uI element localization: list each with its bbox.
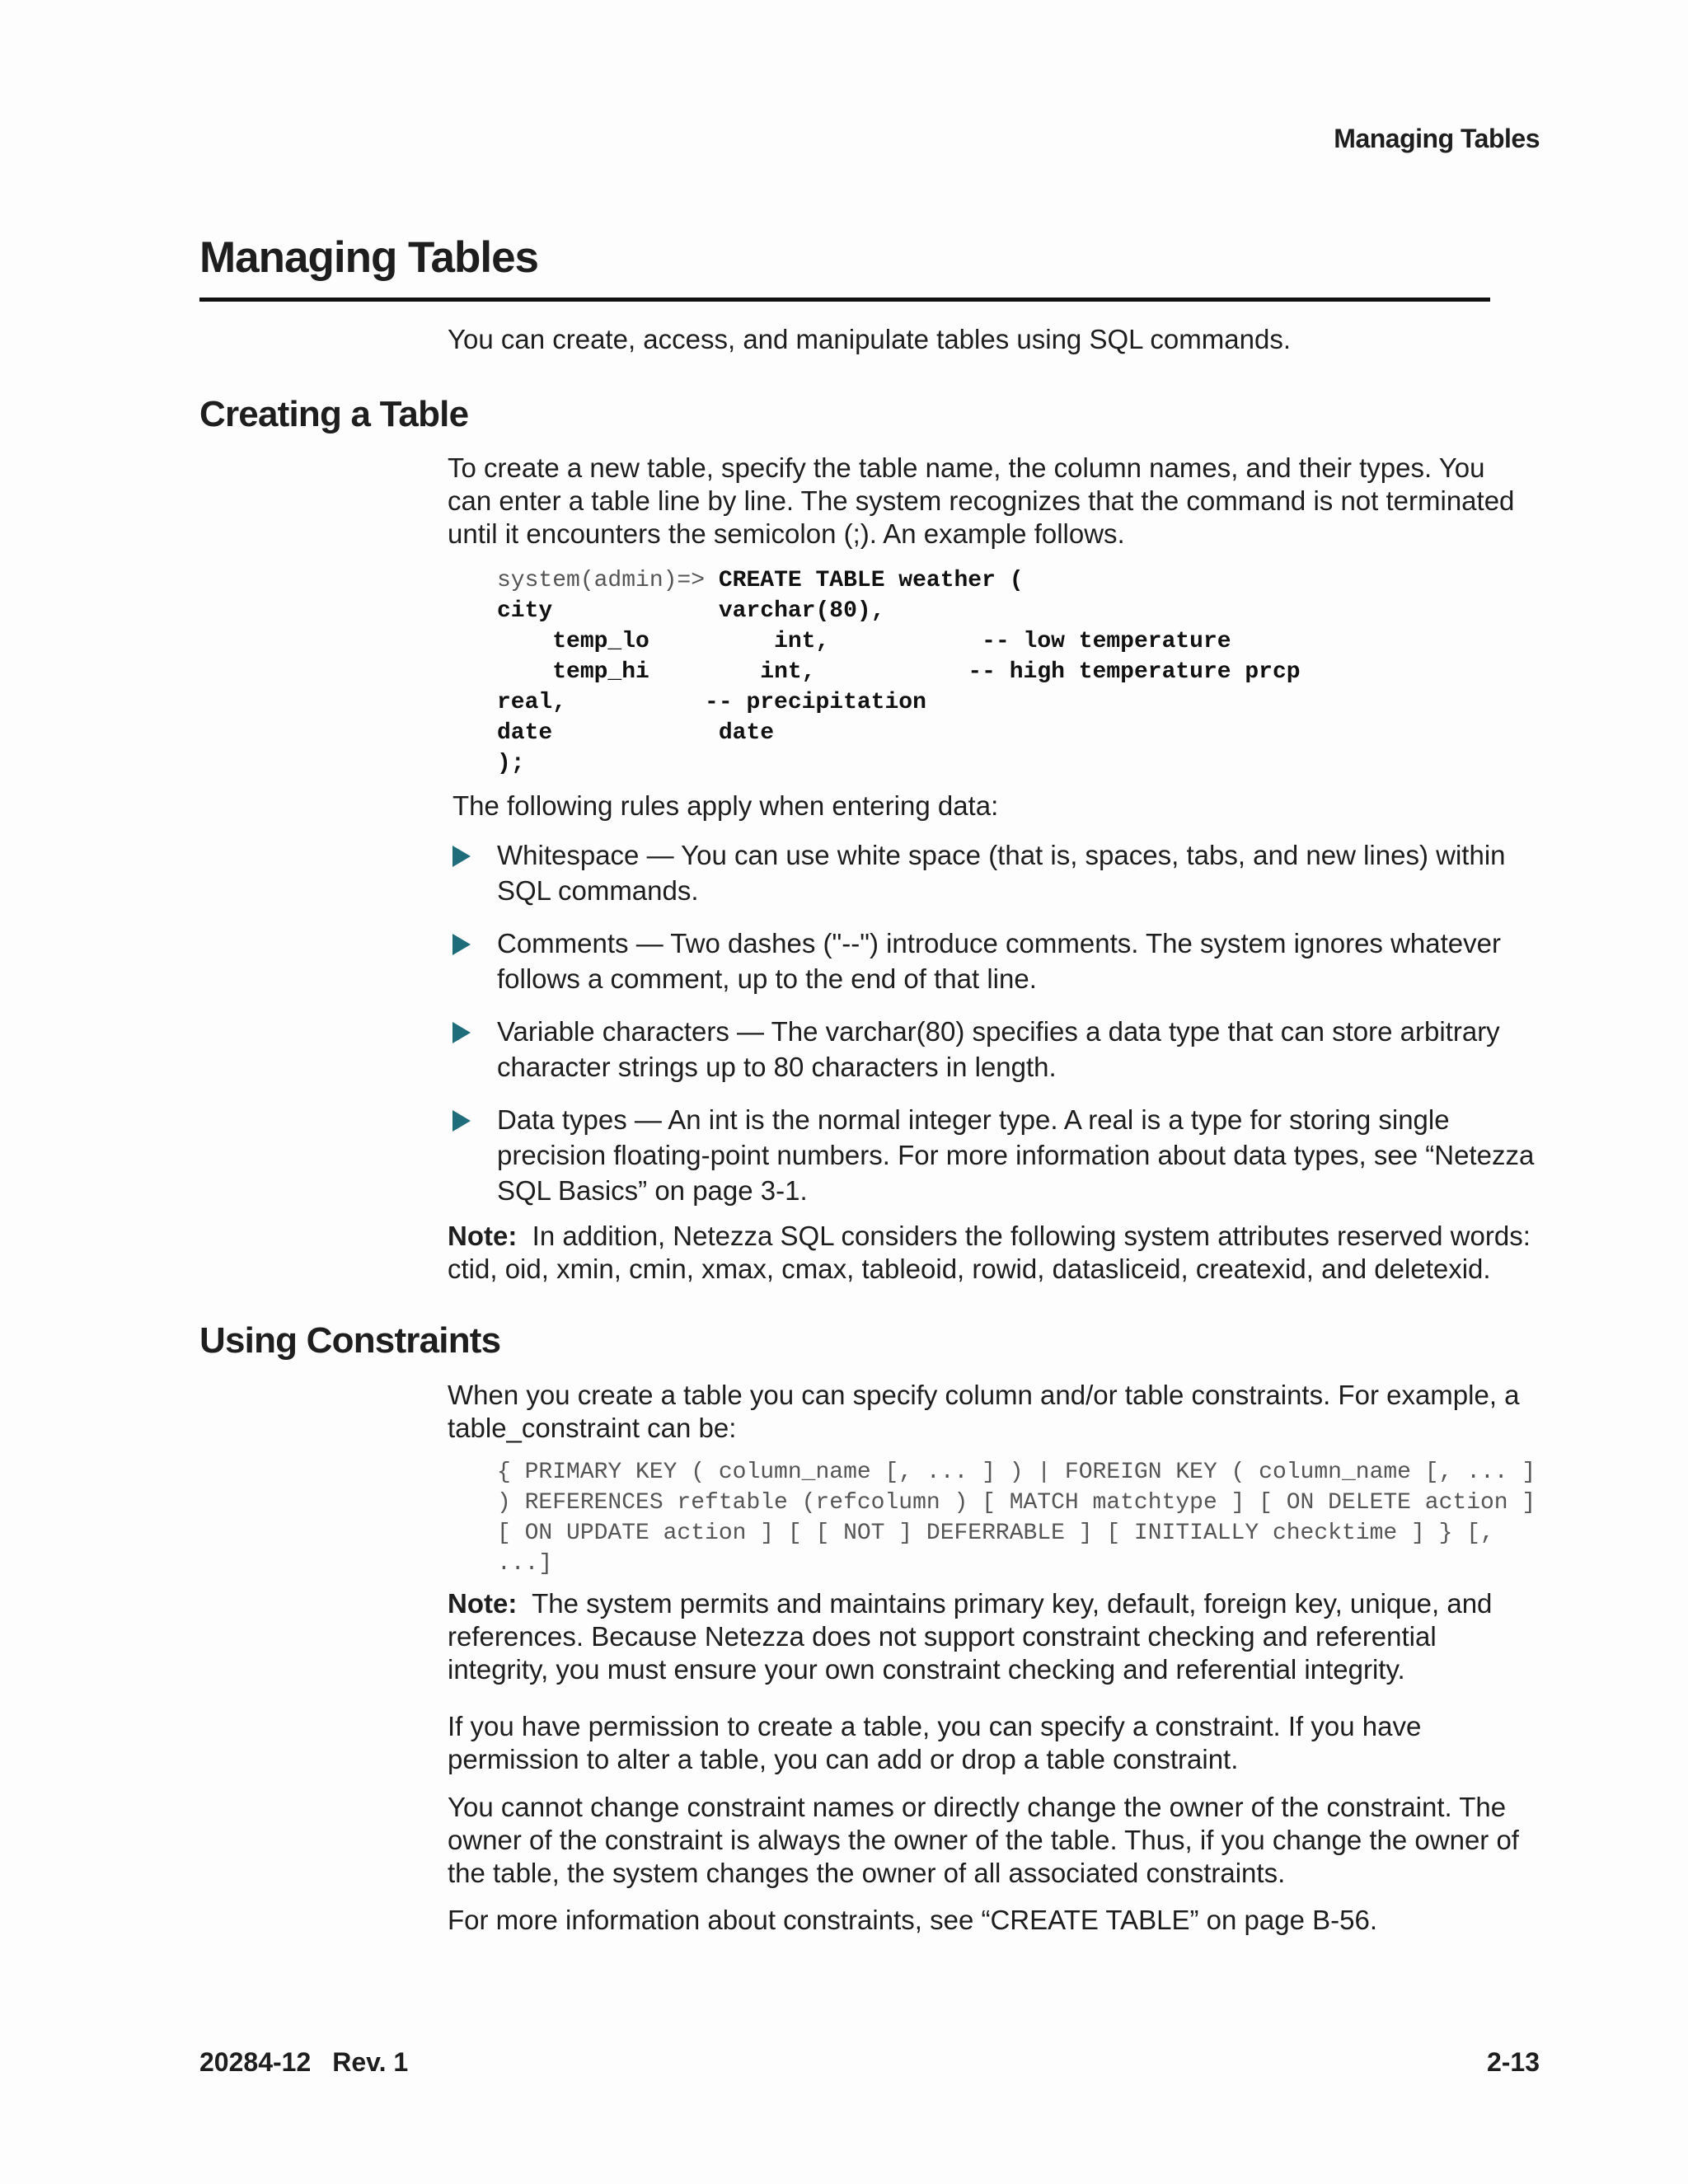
code-type-temp-lo: int, — [774, 629, 830, 654]
bullet-text: Whitespace — You can use white space (that is, spaces, tabs, and new lines) within SQL commands. — [497, 840, 1506, 906]
note-text: The system permits and maintains primary key, default, foreign key, unique, and references. Because Netezza does not support constraint checking and referential integrity, you must ensure your own constraint checking and referential integrity. — [448, 1588, 1493, 1685]
page-number: 2-13 — [1486, 2047, 1540, 2077]
bullet-text: Data types — An int is the normal integer type. A real is a type for storing single precision floating-point numbers. For more information about data types, see “Netezza SQL Basics” on page 3-1. — [497, 1104, 1535, 1206]
page-title: Managing Tables — [199, 233, 539, 282]
constraints-paragraph-4: For more information about constraints, see “CREATE TABLE” on page B-56. — [448, 1905, 1378, 1935]
doc-number: 20284-12 — [199, 2047, 312, 2077]
title-rule — [199, 298, 1490, 302]
create-table-code-block — [497, 565, 1301, 779]
bullet-text: Variable characters — The varchar(80) specifies a data type that can store arbitrary character strings up to 80 characters in length. — [497, 1016, 1500, 1082]
code-close: ); — [497, 751, 525, 776]
bullet-text: Comments — Two dashes ("--") introduce comments. The system ignores whatever follows a comment, up to the end of that line. — [497, 928, 1501, 994]
code-type-date: date — [718, 720, 775, 746]
code-type-real: real, — [497, 690, 567, 715]
creating-paragraph: To create a new table, specify the table name, the column names, and their types. You can enter a table line by line. The system recognizes that the command is not terminated until it encounters the semicolon (;). An example follows. — [448, 452, 1515, 549]
doc-revision: Rev. 1 — [332, 2047, 409, 2077]
triangle-bullet-icon — [452, 846, 471, 867]
code-type-city: varchar(80), — [718, 598, 885, 624]
code-col-temp-hi: temp_hi — [552, 659, 649, 685]
triangle-bullet-icon — [452, 1022, 471, 1043]
code-col-city: city — [497, 598, 553, 624]
footer-doc-info — [199, 2047, 408, 2078]
constraints-paragraph-3: You cannot change constraint names or directly change the owner of the constraint. The owner of the constraint is always the owner of the table. Thus, if you change the owner of the table, the system changes the owner of all associated constraints. — [448, 1792, 1519, 1888]
code-type-temp-hi: int, — [760, 659, 816, 685]
constraints-paragraph-1: When you create a table you can specify column and/or table constraints. For example, a table_constraint can be: — [448, 1380, 1520, 1443]
bullet-variable-characters — [448, 1014, 1544, 1085]
code-comment-high: -- high temperature prcp — [968, 659, 1301, 685]
running-header: Managing Tables — [1334, 124, 1540, 153]
note-text: In addition, Netezza SQL considers the following system attributes reserved words: ctid, oid, xmin, cmin, xmax, cmax, tableoid, rowid, datasliceid, createxid, and deletexid. — [448, 1221, 1531, 1284]
code-line-1: CREATE TABLE weather ( — [718, 568, 1024, 593]
note-reserved-words — [448, 1220, 1536, 1286]
code-comment-precip: -- precipitation — [705, 690, 926, 715]
heading-creating-a-table: Creating a Table — [199, 394, 469, 434]
code-col-date: date — [497, 720, 553, 746]
code-comment-low: -- low temperature — [982, 629, 1231, 654]
table-constraint-syntax: { PRIMARY KEY ( column_name [, ... ] ) | FOREIGN KEY ( column_name [, ... ] ) REFERENCES reftable (refcolumn ) [ MATCH matchtype ] [ ON DELETE action ] [ ON UPDATE action ] [ [ NOT ] DEFERRABLE ] [ INITIALLY checktime ] } [, ...] — [497, 1460, 1536, 1577]
triangle-bullet-icon — [452, 1110, 471, 1132]
note-label: Note: — [448, 1221, 518, 1251]
triangle-bullet-icon — [452, 934, 471, 955]
note-constraints — [448, 1587, 1536, 1686]
note-label: Note: — [448, 1588, 518, 1619]
bullet-whitespace — [448, 837, 1544, 908]
code-prompt: system(admin)=> — [497, 568, 706, 593]
code-col-temp-lo: temp_lo — [552, 629, 649, 654]
constraints-paragraph-2: If you have permission to create a table, you can specify a constraint. If you have permission to alter a table, you can add or drop a table constraint. — [448, 1711, 1422, 1774]
heading-using-constraints: Using Constraints — [199, 1320, 501, 1361]
bullet-data-types — [448, 1102, 1544, 1208]
intro-paragraph: You can create, access, and manipulate tables using SQL commands. — [448, 324, 1291, 354]
rules-intro: The following rules apply when entering data: — [452, 790, 999, 821]
bullet-comments — [448, 926, 1544, 996]
